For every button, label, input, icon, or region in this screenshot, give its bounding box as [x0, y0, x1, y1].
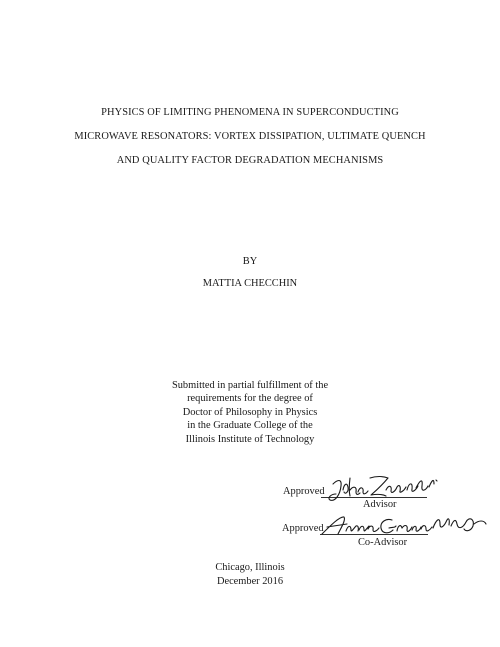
submission-line-4: in the Graduate College of the [187, 420, 313, 432]
submission-line-5: Illinois Institute of Technology [185, 433, 315, 445]
title-line-1: PHYSICS OF LIMITING PHENOMENA IN SUPERCONDUCTING [101, 107, 399, 118]
title-line-3: AND QUALITY FACTOR DEGRADATION MECHANISMS [116, 155, 384, 166]
submission-line-3: Doctor of Philosophy in Physics [182, 406, 318, 418]
approved-label-co-advisor: Approved [282, 523, 324, 534]
location: Chicago, Illinois [215, 562, 285, 573]
by-label: BY [242, 256, 258, 267]
title-line-2: MICROWAVE RESONATORS: VORTEX DISSIPATION, ULTIMATE QUENCH [74, 131, 426, 142]
author-name: MATTIA CHECCHIN [202, 278, 298, 289]
submission-line-2: requirements for the degree of [187, 393, 313, 405]
advisor-role-label: Advisor [363, 499, 397, 510]
location-date [0, 561, 500, 588]
approved-label-advisor: Approved [283, 486, 325, 497]
submission-line-1: Submitted in partial fulfillment of the [171, 380, 329, 391]
date: December 2016 [216, 575, 284, 587]
co-advisor-role-label: Co-Advisor [358, 537, 408, 548]
